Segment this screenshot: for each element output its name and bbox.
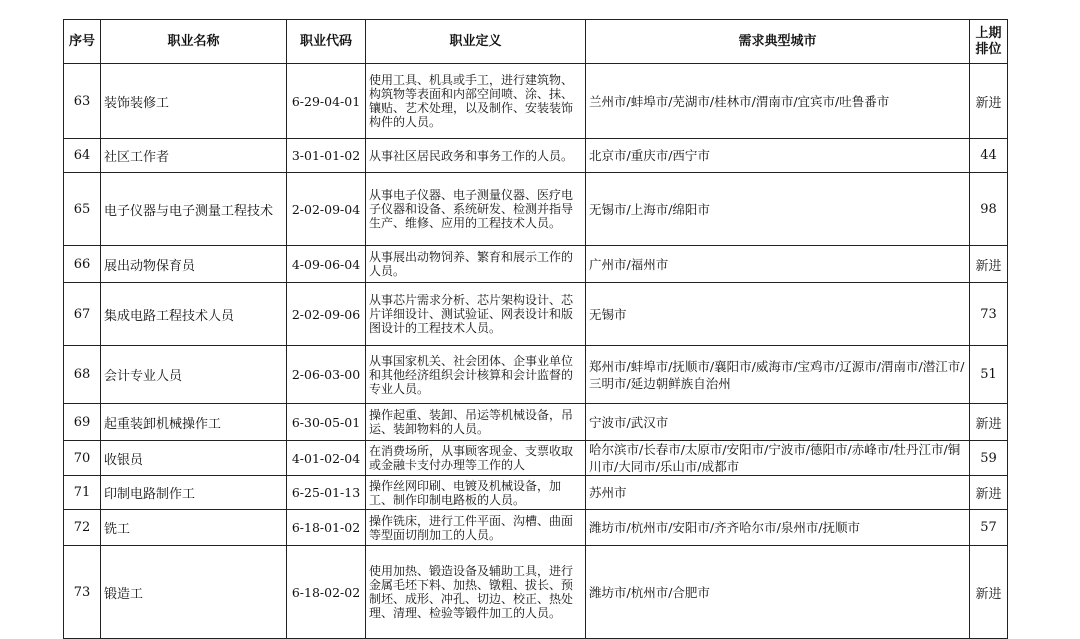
row-cities: 郑州市/蚌埠市/抚顺市/襄阳市/威海市/宝鸡市/辽源市/渭南市/潜江市/三明市/延边朝鲜族自治州 <box>586 346 970 404</box>
row-rank: 57 <box>970 510 1008 546</box>
row-code: 6-18-02-02 <box>287 546 366 639</box>
row-cities: 北京市/重庆市/西宁市 <box>586 139 970 173</box>
row-rank: 新进 <box>970 476 1008 510</box>
row-cities: 潍坊市/杭州市/合肥市 <box>586 546 970 639</box>
table-row <box>64 441 1008 476</box>
row-name: 锻造工 <box>101 546 287 639</box>
header-rank-line1: 上期 <box>975 25 1002 41</box>
row-code: 2-02-09-04 <box>287 173 366 246</box>
table-row <box>64 173 1008 246</box>
row-definition: 使用加热、锻造设备及辅助工具，进行金属毛坯下料、加热、镦粗、拔长、预制坯、成形、冲孔、切边、校正、热处理、清理、检验等锻件加工的人员。 <box>366 546 586 639</box>
row-name: 展出动物保育员 <box>101 246 287 283</box>
table-row <box>64 139 1008 173</box>
row-cities: 兰州市/蚌埠市/芜湖市/桂林市/渭南市/宜宾市/吐鲁番市 <box>586 64 970 139</box>
row-name: 起重装卸机械操作工 <box>101 404 287 441</box>
row-rank: 59 <box>970 441 1008 476</box>
row-code: 6-30-05-01 <box>287 404 366 441</box>
header-cities: 需求典型城市 <box>586 20 970 64</box>
row-definition: 操作铣床，进行工件平面、沟槽、曲面等型面切削加工的人员。 <box>366 510 586 546</box>
row-seq: 70 <box>64 441 101 476</box>
row-definition: 从事国家机关、社会团体、企事业单位和其他经济组织会计核算和会计监督的专业人员。 <box>366 346 586 404</box>
row-rank: 新进 <box>970 64 1008 139</box>
row-cities: 哈尔滨市/长春市/太原市/安阳市/宁波市/德阳市/赤峰市/牡丹江市/铜川市/大同市/乐山市/成都市 <box>586 441 970 476</box>
table-row <box>64 64 1008 139</box>
header-rank-line2: 排位 <box>975 41 1002 57</box>
row-seq: 72 <box>64 510 101 546</box>
table-row <box>64 283 1008 346</box>
row-name: 电子仪器与电子测量工程技术 <box>101 173 287 246</box>
row-name: 印制电路制作工 <box>101 476 287 510</box>
row-rank: 73 <box>970 283 1008 346</box>
row-seq: 69 <box>64 404 101 441</box>
table-row <box>64 246 1008 283</box>
row-cities: 广州市/福州市 <box>586 246 970 283</box>
header-definition: 职业定义 <box>366 20 586 64</box>
row-name: 集成电路工程技术人员 <box>101 283 287 346</box>
row-cities: 无锡市 <box>586 283 970 346</box>
row-rank: 新进 <box>970 246 1008 283</box>
row-seq: 66 <box>64 246 101 283</box>
row-definition: 操作丝网印刷、电镀及机械设备，加工、制作印制电路板的人员。 <box>366 476 586 510</box>
row-rank: 新进 <box>970 546 1008 639</box>
row-seq: 73 <box>64 546 101 639</box>
row-definition: 从事芯片需求分析、芯片架构设计、芯片详细设计、测试验证、网表设计和版图设计的工程技术人员。 <box>366 283 586 346</box>
row-seq: 67 <box>64 283 101 346</box>
header-name: 职业名称 <box>101 20 287 64</box>
row-cities: 苏州市 <box>586 476 970 510</box>
table-header-row <box>64 20 1008 64</box>
table-row <box>64 510 1008 546</box>
occupation-table <box>63 19 1008 639</box>
row-definition: 从事社区居民政务和事务工作的人员。 <box>366 139 586 173</box>
row-code: 3-01-01-02 <box>287 139 366 173</box>
row-seq: 63 <box>64 64 101 139</box>
row-rank: 51 <box>970 346 1008 404</box>
row-definition: 从事电子仪器、电子测量仪器、医疗电子仪器和设备、系统研发、检测并指导生产、维修、应用的工程技术人员。 <box>366 173 586 246</box>
row-name: 装饰装修工 <box>101 64 287 139</box>
row-rank: 44 <box>970 139 1008 173</box>
table-row <box>64 346 1008 404</box>
table-row <box>64 546 1008 639</box>
row-definition: 在消费场所，从事顾客现金、支票收取或金融卡支付办理等工作的人 <box>366 441 586 476</box>
row-code: 4-09-06-04 <box>287 246 366 283</box>
row-seq: 71 <box>64 476 101 510</box>
row-name: 会计专业人员 <box>101 346 287 404</box>
row-code: 6-25-01-13 <box>287 476 366 510</box>
row-rank: 新进 <box>970 404 1008 441</box>
row-rank: 98 <box>970 173 1008 246</box>
row-name: 铣工 <box>101 510 287 546</box>
row-definition: 使用工具、机具或手工，进行建筑物、构筑物等表面和内部空间喷、涂、抹、镶贴、艺术处理，以及制作、安装装饰构件的人员。 <box>366 64 586 139</box>
row-name: 收银员 <box>101 441 287 476</box>
header-rank <box>970 20 1008 64</box>
row-seq: 64 <box>64 139 101 173</box>
table-row <box>64 404 1008 441</box>
row-cities: 无锡市/上海市/绵阳市 <box>586 173 970 246</box>
row-code: 6-29-04-01 <box>287 64 366 139</box>
header-seq: 序号 <box>64 20 101 64</box>
row-code: 4-01-02-04 <box>287 441 366 476</box>
row-seq: 65 <box>64 173 101 246</box>
row-seq: 68 <box>64 346 101 404</box>
row-code: 6-18-01-02 <box>287 510 366 546</box>
row-cities: 宁波市/武汉市 <box>586 404 970 441</box>
row-code: 2-06-03-00 <box>287 346 366 404</box>
row-definition: 操作起重、装卸、吊运等机械设备，吊运、装卸物料的人员。 <box>366 404 586 441</box>
header-code: 职业代码 <box>287 20 366 64</box>
table-row <box>64 476 1008 510</box>
row-cities: 潍坊市/杭州市/安阳市/齐齐哈尔市/泉州市/抚顺市 <box>586 510 970 546</box>
row-definition: 从事展出动物饲养、繁育和展示工作的人员。 <box>366 246 586 283</box>
row-code: 2-02-09-06 <box>287 283 366 346</box>
row-name: 社区工作者 <box>101 139 287 173</box>
